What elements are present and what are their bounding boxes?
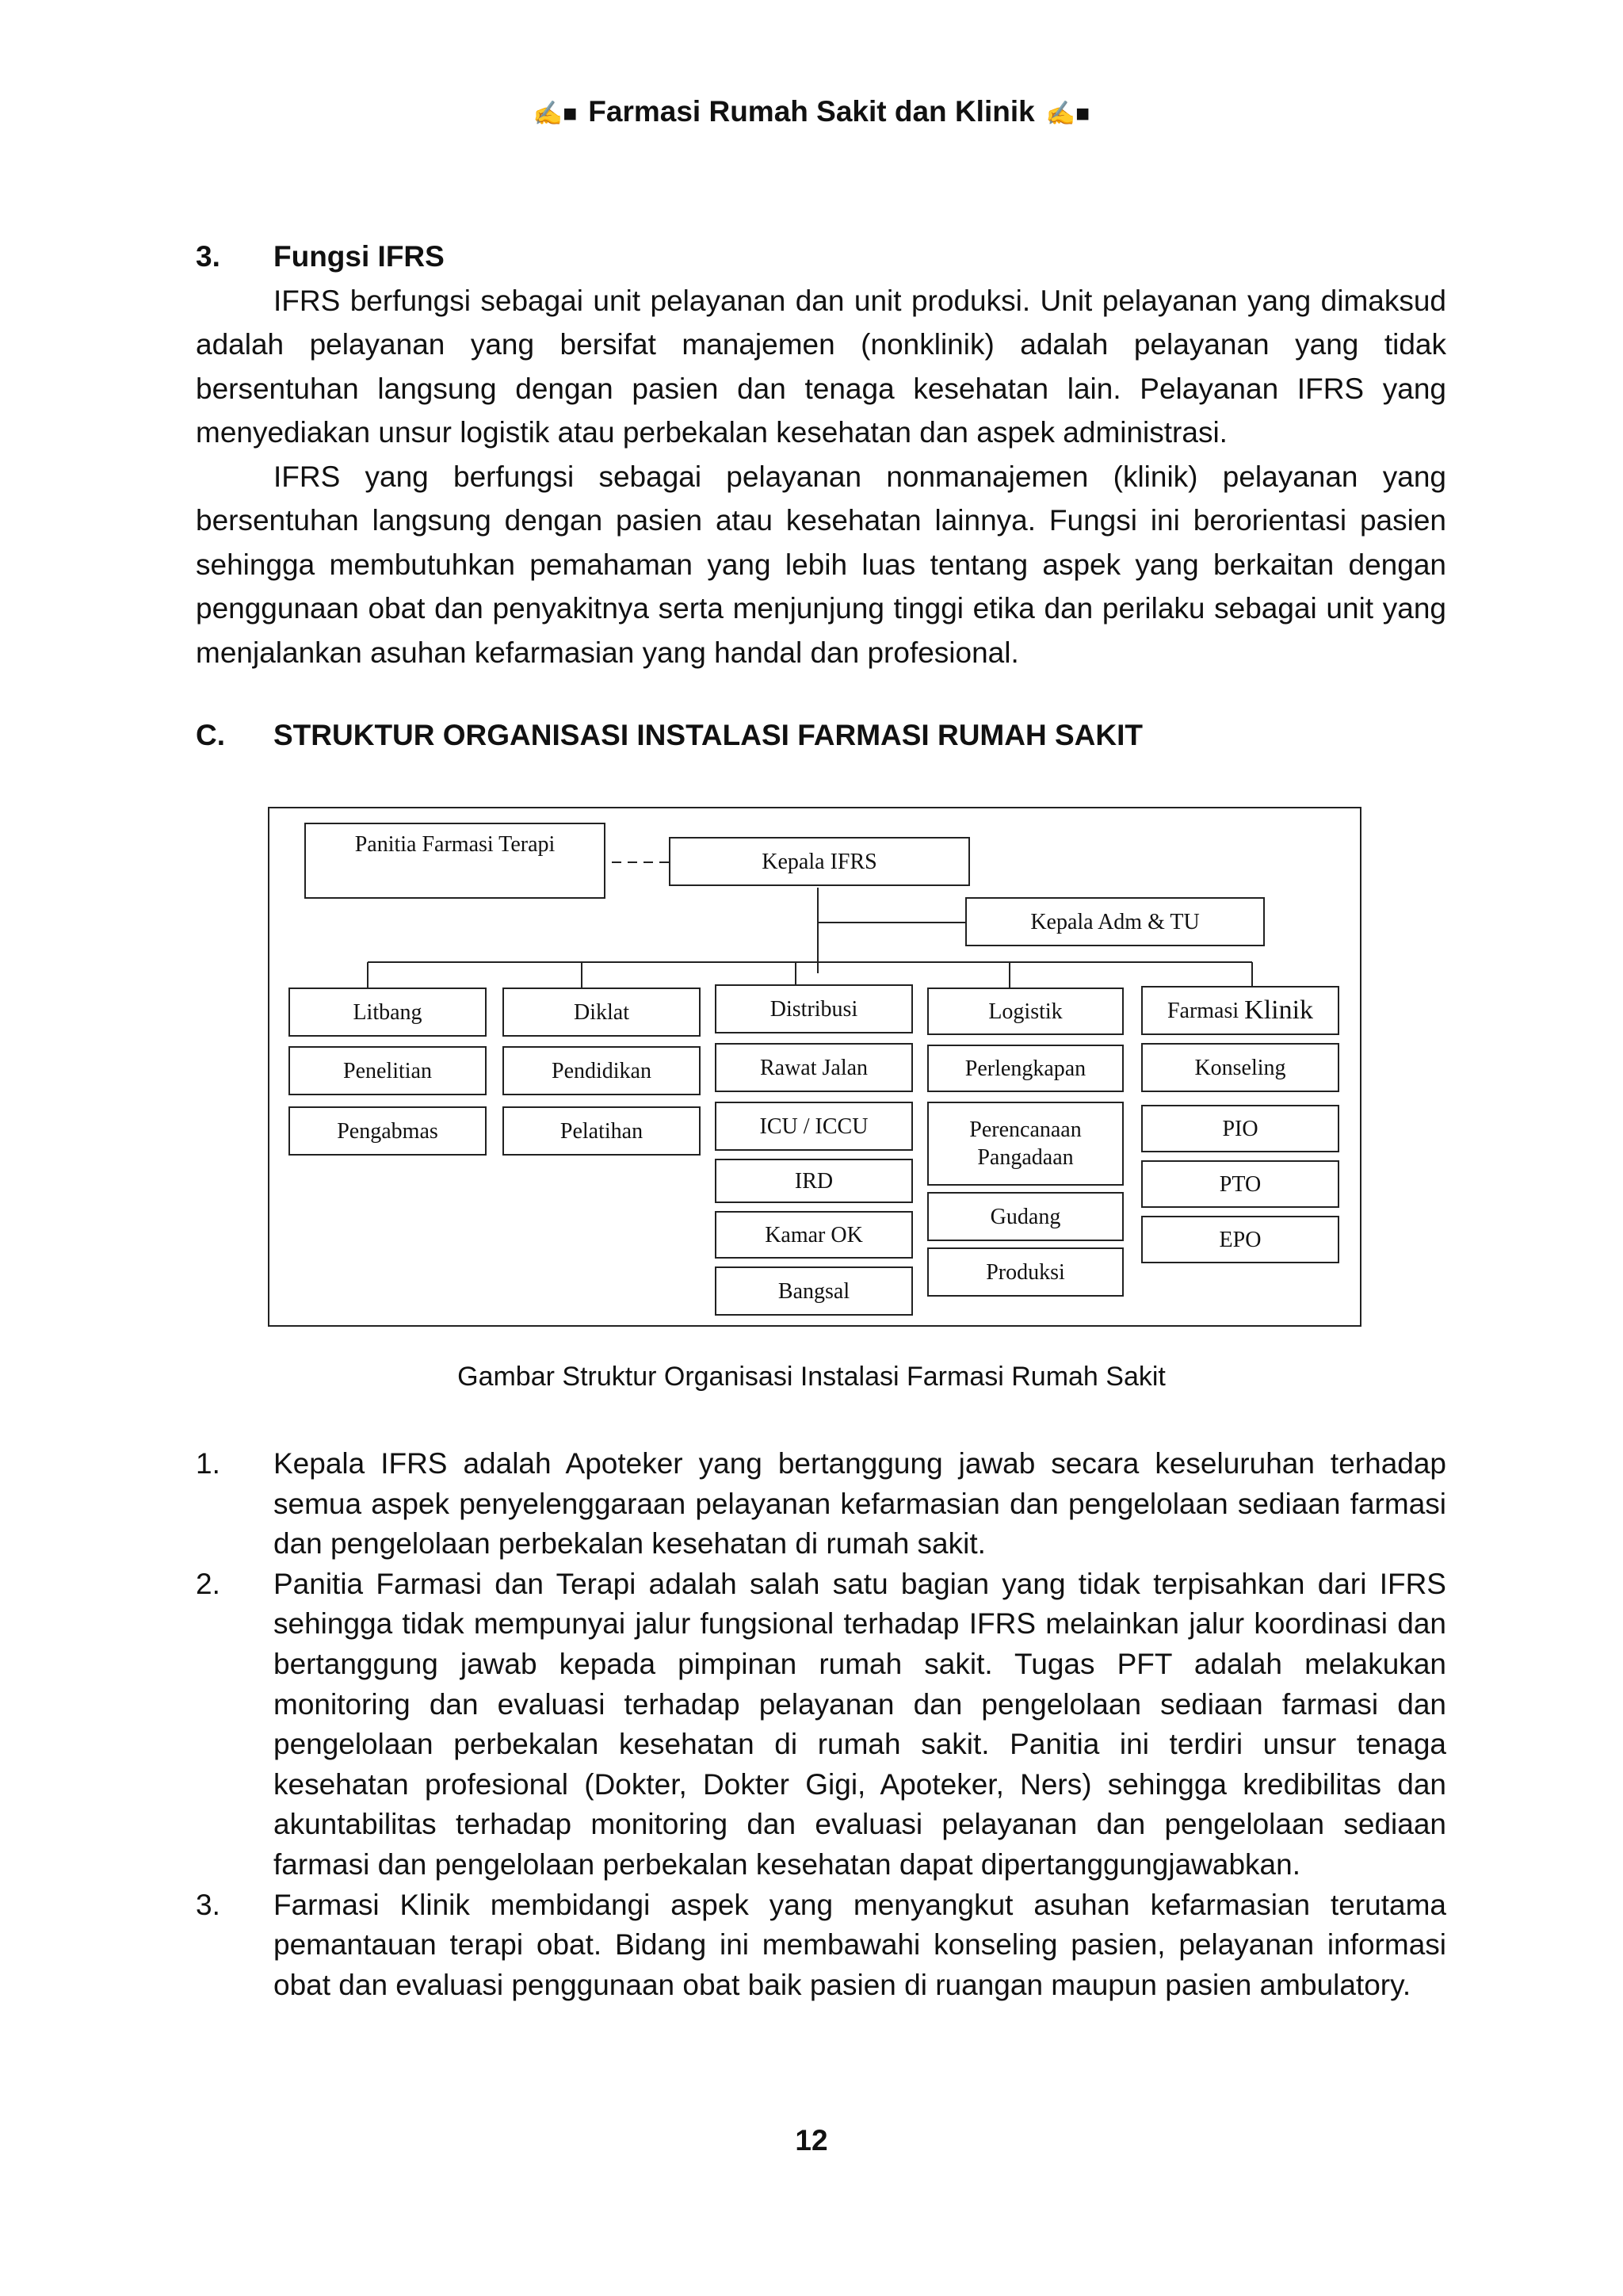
box-klinik-label: Klinik bbox=[1244, 995, 1314, 1025]
section-fungsi-ifrs bbox=[196, 235, 1446, 674]
explanation-list bbox=[196, 1444, 1446, 2005]
box-pto: PTO bbox=[1141, 1160, 1339, 1208]
box-icu-iccu: ICU / ICCU bbox=[715, 1102, 913, 1151]
paragraph: IFRS yang berfungsi sebagai pelayanan nonmanajemen (klinik) pelayanan yang bersentuhan langsung dengan pasien atau kesehatan lainnya. Fungsi ini berorientasi pasien sehingga membutuhkan pemahaman yang lebih luas tentang aspek yang berkaitan dengan penggunaan obat dan penyakitnya serta menjunjung tinggi etika dan perilaku sebagai unit yang menjalankan asuhan kefarmasian yang handal dan profesional. bbox=[196, 460, 1446, 669]
box-kepala-ifrs: Kepala IFRS bbox=[669, 837, 970, 886]
section-number: 3. bbox=[196, 240, 220, 273]
box-kepala-adm-tu: Kepala Adm & TU bbox=[965, 897, 1265, 946]
box-ird: IRD bbox=[715, 1159, 913, 1203]
paragraph: IFRS berfungsi sebagai unit pelayanan dan unit produksi. Unit pelayanan yang dimaksud adalah pelayanan yang bersifat manajemen (nonklinik) adalah pelayanan yang tidak bersentuhan langsung dengan pasien dan tenaga kesehatan lain. Pelayanan IFRS yang menyediakan unsur logistik atau perbekalan kesehatan dan aspek administrasi. bbox=[196, 284, 1446, 449]
section-heading bbox=[196, 235, 1446, 279]
list-text: Farmasi Klinik membidangi aspek yang menyangkut asuhan kefarmasian terutama pemantauan terapi obat. Bidang ini membawahi konseling pasien, pelayanan informasi obat dan evaluasi penggunaan obat baik pasien di ruangan maupun pasien ambulatory. bbox=[273, 1888, 1446, 2001]
box-panitia-farmasi-terapi: Panitia Farmasi Terapi bbox=[304, 823, 605, 899]
list-item bbox=[196, 1564, 1446, 1885]
pen-square-icon: ✍■ bbox=[1045, 101, 1090, 127]
section-letter: C. bbox=[196, 719, 225, 751]
box-rawat-jalan: Rawat Jalan bbox=[715, 1043, 913, 1092]
box-distribusi: Distribusi bbox=[715, 984, 913, 1033]
box-kamar-ok: Kamar OK bbox=[715, 1211, 913, 1259]
list-number: 3. bbox=[196, 1888, 220, 1921]
box-litbang: Litbang bbox=[288, 988, 487, 1037]
section-title: STRUKTUR ORGANISASI INSTALASI FARMASI RUMAH SAKIT bbox=[273, 719, 1143, 751]
box-pendidikan: Pendidikan bbox=[502, 1046, 701, 1095]
pen-square-icon: ✍■ bbox=[533, 101, 578, 127]
box-penelitian: Penelitian bbox=[288, 1046, 487, 1095]
figure-caption: Gambar Struktur Organisasi Instalasi Farmasi Rumah Sakit bbox=[457, 1362, 1166, 1392]
list-text: Panitia Farmasi dan Terapi adalah salah satu bagian yang tidak terpisahkan dari IFRS sehingga tidak mempunyai jalur fungsional terhadap IFRS melainkan jalur koordinasi dan bertanggung jawab kepada pimpinan rumah sakit. Tugas PFT adalah melakukan monitoring dan evaluasi terhadap pelayanan dan pengelolaan sediaan farmasi dan pengelolaan perbekalan kesehatan di rumah sakit. Panitia ini terdiri unsur tenaga kesehatan profesional (Dokter, Dokter Gigi, Apoteker, Ners) sehingga kredibilitas dan akuntabilitas terhadap monitoring dan evaluasi pelayanan dan pengelolaan sediaan farmasi dan pengelolaan perbekalan kesehatan dapat dipertanggungjawabkan. bbox=[273, 1567, 1446, 1881]
section-heading bbox=[196, 713, 1446, 758]
box-perencanaan-pangadaan: Perencanaan Pangadaan bbox=[927, 1102, 1124, 1186]
box-diklat: Diklat bbox=[502, 988, 701, 1037]
org-chart bbox=[268, 807, 1361, 1327]
list-number: 1. bbox=[196, 1447, 220, 1480]
box-pengabmas: Pengabmas bbox=[288, 1106, 487, 1156]
box-perlengkapan: Perlengkapan bbox=[927, 1045, 1124, 1092]
list-number: 2. bbox=[196, 1567, 220, 1600]
box-gudang: Gudang bbox=[927, 1192, 1124, 1241]
list-item bbox=[196, 1885, 1446, 2006]
box-farmasi-klinik bbox=[1141, 986, 1339, 1035]
list-item bbox=[196, 1444, 1446, 1564]
box-pio: PIO bbox=[1141, 1105, 1339, 1152]
section-title: Fungsi IFRS bbox=[273, 240, 445, 273]
running-header bbox=[0, 95, 1623, 128]
box-pelatihan: Pelatihan bbox=[502, 1106, 701, 1156]
box-konseling: Konseling bbox=[1141, 1043, 1339, 1092]
box-epo: EPO bbox=[1141, 1216, 1339, 1263]
list-text: Kepala IFRS adalah Apoteker yang bertanggung jawab secara keseluruhan terhadap semua aspek penyelenggaraan pelayanan kefarmasian dan pengelolaan sediaan farmasi dan pengelolaan perbekalan kesehatan di rumah sakit. bbox=[273, 1447, 1446, 1561]
box-farmasi-label: Farmasi bbox=[1167, 998, 1239, 1023]
box-logistik: Logistik bbox=[927, 988, 1124, 1035]
section-c bbox=[196, 713, 1446, 758]
box-produksi: Produksi bbox=[927, 1247, 1124, 1297]
page-number: 12 bbox=[795, 2124, 828, 2157]
box-bangsal: Bangsal bbox=[715, 1266, 913, 1316]
header-title: Farmasi Rumah Sakit dan Klinik bbox=[588, 95, 1035, 128]
